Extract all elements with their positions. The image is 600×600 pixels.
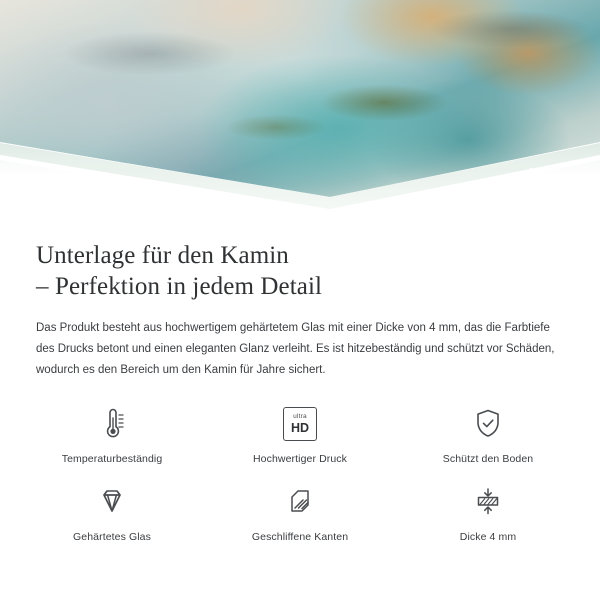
thermometer-icon [92,403,132,445]
shield-check-icon [468,403,508,445]
hero-product-image [0,0,600,218]
feature-item-floor-protection [394,403,582,481]
diamond-icon [92,481,132,523]
feature-label: Temperaturbeständig [61,453,163,465]
feature-item-print-quality [206,403,394,481]
feature-label: Gehärtetes Glas [73,531,151,543]
feature-grid [0,403,600,559]
ultra-hd-badge-top: ultra [293,413,307,420]
thickness-icon [468,481,508,523]
feature-item-thickness [394,481,582,559]
feature-label: Hochwertiger Druck [253,453,347,465]
feature-label: Geschliffene Kanten [251,531,349,543]
page-title-line-2: – Perfektion in jedem Detail [36,273,323,300]
feature-item-polished-edges [206,481,394,559]
description-content [0,240,600,381]
page-title-line-1: Unterlage für den Kamin [36,242,289,269]
ultra-hd-icon [283,403,317,445]
ultra-hd-badge-main: HD [290,420,310,435]
page-title [36,240,564,302]
feature-label: Dicke 4 mm [459,531,517,543]
feature-label: Schützt den Boden [442,453,534,465]
description-paragraph: Das Produkt besteht aus hochwertigem gehärtetem Glas mit einer Dicke von 4 mm, das die Farbtiefe des Drucks betont und einen eleganten Glanz verleiht. Es ist hitzebeständig und schützt vor Schäden, wodurch es den Bereich um den Kamin für Jahre sichert. [36,322,555,376]
feature-item-tempered-glass [18,481,206,559]
polished-edges-icon [280,481,320,523]
feature-item-temperature [18,403,206,481]
